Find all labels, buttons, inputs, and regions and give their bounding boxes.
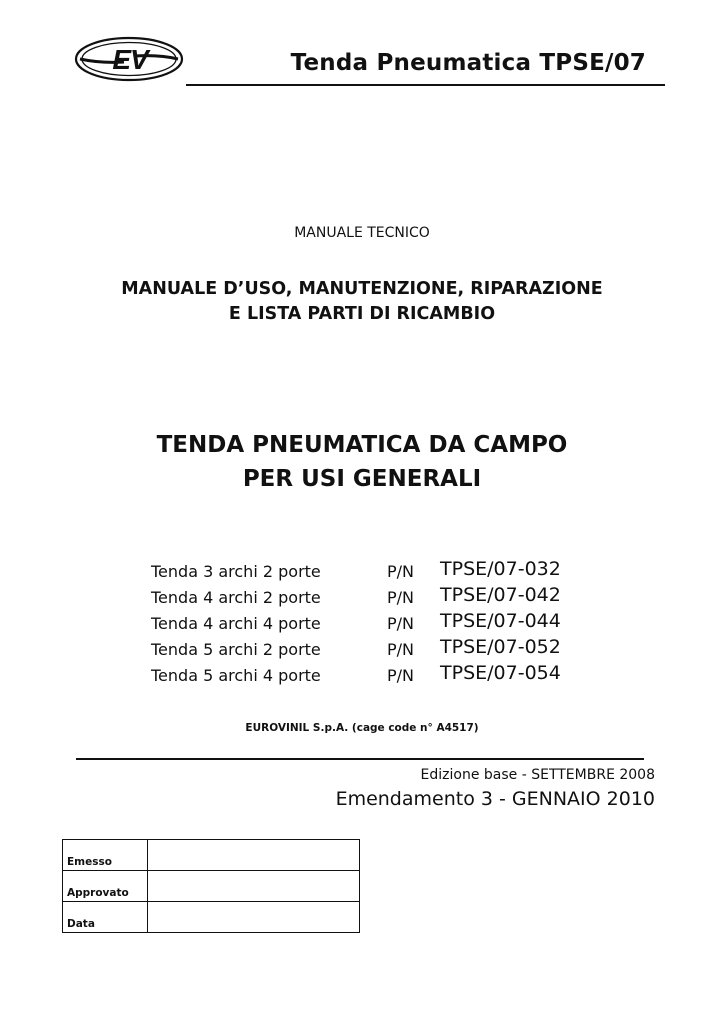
variant-row: [151, 636, 611, 662]
variant-description: Tenda 4 archi 2 porte: [151, 588, 321, 607]
part-number-label: P/N: [387, 666, 415, 685]
variant-description: Tenda 5 archi 2 porte: [151, 640, 321, 659]
manual-subtitle: [0, 277, 724, 327]
part-number-label: P/N: [387, 614, 415, 633]
part-number-label: P/N: [387, 588, 415, 607]
main-title-line-2: PER USI GENERALI: [242, 466, 482, 492]
variant-row: [151, 662, 611, 688]
approval-row: [63, 840, 360, 871]
eurovinil-logo: [74, 36, 184, 82]
variant-row: [151, 584, 611, 610]
part-number-label: P/N: [387, 562, 415, 581]
subtitle-line-1: MANUALE D’USO, MANUTENZIONE, RIPARAZIONE: [121, 279, 603, 299]
svg-text:EV: EV: [112, 44, 148, 75]
approval-label-issued: Emesso: [63, 840, 148, 871]
part-number-label: P/N: [387, 640, 415, 659]
variant-row: [151, 610, 611, 636]
document-kind: MANUALE TECNICO: [294, 225, 430, 241]
approval-value-issued: [148, 840, 360, 871]
part-number: TPSE/07-032: [440, 558, 561, 580]
main-title-line-1: TENDA PNEUMATICA DA CAMPO: [156, 432, 568, 458]
subtitle-line-2: E LISTA PARTI DI RICAMBIO: [228, 304, 496, 324]
approval-value-date: [148, 902, 360, 933]
approval-label-date: Data: [63, 902, 148, 933]
variant-row: [151, 558, 611, 584]
edition-divider: [76, 758, 644, 760]
amendment-line: Emendamento 3 - GENNAIO 2010: [335, 788, 655, 810]
variant-description: Tenda 4 archi 4 porte: [151, 614, 321, 633]
variant-description: Tenda 3 archi 2 porte: [151, 562, 321, 581]
part-number: TPSE/07-042: [440, 584, 561, 606]
approval-label-approved: Approvato: [63, 871, 148, 902]
main-title: [0, 428, 724, 496]
approval-value-approved: [148, 871, 360, 902]
approval-table: [62, 839, 360, 933]
variant-description: Tenda 5 archi 4 porte: [151, 666, 321, 685]
edition-line: Edizione base - SETTEMBRE 2008: [420, 767, 655, 783]
header-divider: [186, 84, 665, 86]
approval-row: [63, 871, 360, 902]
approval-row: [63, 902, 360, 933]
variant-list: [151, 558, 611, 688]
part-number: TPSE/07-052: [440, 636, 561, 658]
part-number: TPSE/07-044: [440, 610, 561, 632]
company-line: EUROVINIL S.p.A. (cage code n° A4517): [245, 722, 479, 734]
document-header-title: Tenda Pneumatica TPSE/07: [290, 50, 646, 76]
part-number: TPSE/07-054: [440, 662, 561, 684]
